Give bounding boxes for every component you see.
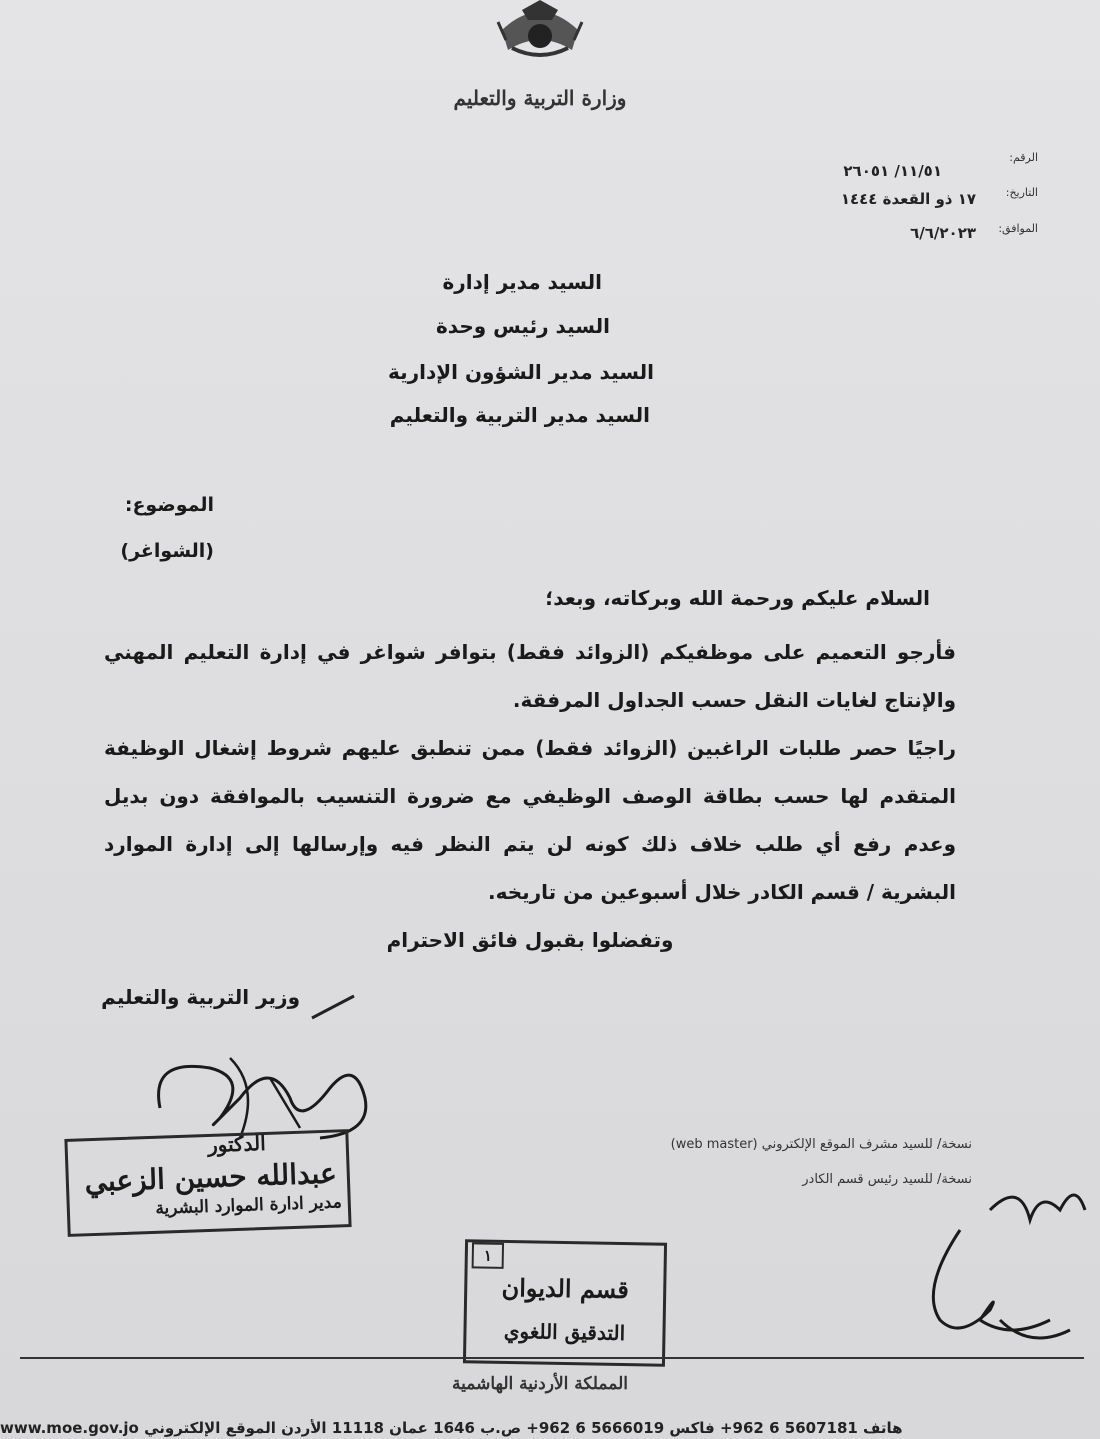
initials-scribble [900,1170,1090,1360]
gregorian-label: الموافق: [998,222,1038,235]
date-value: ١٧ ذو القعدة ١٤٤٤ [840,190,976,208]
kingdom-name: المملكة الأردنية الهاشمية [452,1374,628,1394]
body-paragraph-1: فأرجو التعميم على موظفيكم (الزوائد فقط) بتوافر شواغر في إدارة التعليم المهني والإنتاج لغايات النقل حسب الجداول المرفقة. [104,640,956,712]
diwan-stamp-line2: التدقيق اللغوي [503,1318,626,1346]
recipient-line: السيد مدير إدارة [442,270,602,294]
subject-value: (الشواغر) [120,540,214,562]
closing-line: وتفضلوا بقبول فائق الاحترام [386,928,674,952]
body-paragraph-2: راجيًا حصر طلبات الراغبين (الزوائد فقط) ممن تنطبق عليهم شروط إشغال الوظيفة المتقدم لها حسب بطاقة الوصف الوظيفي مع ضرورة التنسيب بالموافقة دون بديل وعدم رفع أي طلب خلاف ذلك كونه لن يتم النظر فيه وإرسالها إلى إدارة الموارد البشرية / قسم الكادر خلال أسبوعين من تاريخه. [104,736,956,904]
copy-line: نسخة/ للسيد مشرف الموقع الإلكتروني (web master) [670,1137,972,1152]
recipient-line: السيد مدير الشؤون الإدارية [388,360,654,384]
pen-stroke-mark [308,992,358,1022]
stamp-number: ١ [472,1242,504,1269]
ministry-name: وزارة التربية والتعليم [453,86,627,110]
name-stamp [64,1129,351,1237]
stamp-position: مدير ادارة الموارد البشرية [155,1192,343,1219]
subject-label: الموضوع: [124,494,214,516]
signatory-title: وزير التربية والتعليم [101,985,300,1009]
recipient-line: السيد مدير التربية والتعليم [389,403,650,427]
stamp-name: عبدالله حسين الزعبي [84,1156,338,1199]
diwan-stamp [463,1239,667,1367]
diwan-stamp-line1: قسم الديوان [501,1272,630,1305]
stamp-title: الدكتور [207,1130,267,1157]
reference-label: الرقم: [1009,151,1038,164]
greeting: السلام عليكم ورحمة الله وبركاته، وبعد؛ [545,586,930,610]
recipient-line: السيد رئيس وحدة [435,314,610,338]
jordan-crest-emblem [492,0,588,62]
footer-divider [20,1357,1084,1359]
gregorian-value: ٦/٦/٢٠٢٣ [910,224,976,242]
reference-value: ١١/٥١/ ٢٦٠٥١ [843,162,942,180]
footer-contact: هاتف 5607181 6 962+ فاكس 5666019 6 962+ ص.ب 1646 عمان 11118 الأردن الموقع الإلكتروني www.moe.gov.jo [0,1419,903,1437]
date-label: التاريخ: [1005,186,1038,199]
copy-line: نسخة/ للسيد رئيس قسم الكادر [802,1172,972,1187]
